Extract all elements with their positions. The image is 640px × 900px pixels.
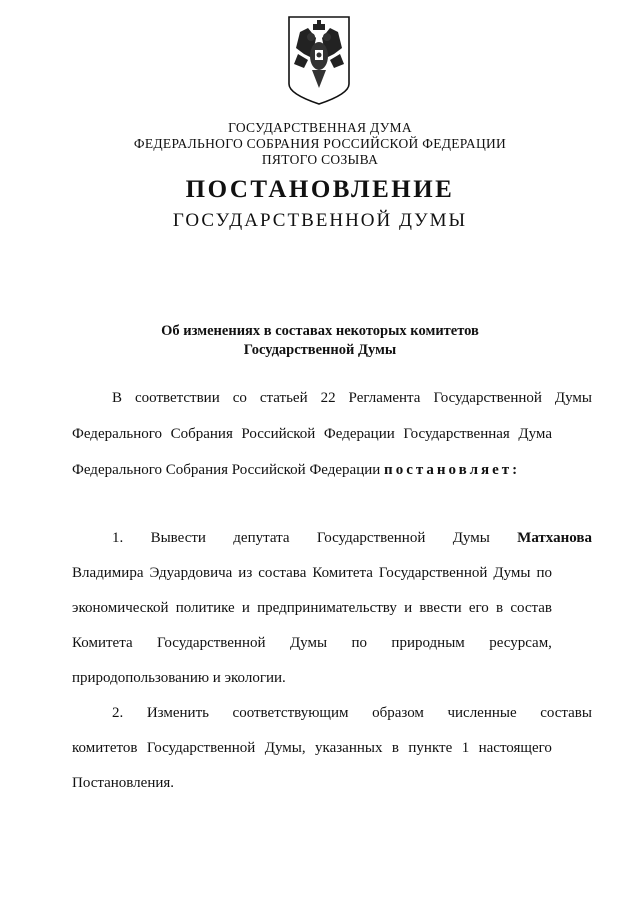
org-line-2: ФЕДЕРАЛЬНОГО СОБРАНИЯ РОССИЙСКОЙ ФЕДЕРАЦИИ (133, 136, 507, 151)
word: настоящего (478, 740, 552, 756)
org-line-1: ГОСУДАРСТВЕННАЯ ДУМА (228, 120, 412, 135)
word: его (468, 600, 489, 616)
word: Комитета (72, 635, 133, 651)
subject-line-1: Об изменениях в составах некоторых комитетов (161, 323, 479, 339)
word: 1. (112, 530, 124, 546)
word: Федерации (323, 426, 395, 442)
word: по (351, 635, 367, 651)
word: Дума (518, 426, 552, 442)
word: пункте (408, 740, 453, 756)
deputy-surname: Матханова (517, 530, 592, 546)
word: 2. (112, 705, 124, 721)
word: Федерального (72, 426, 163, 442)
word: состава (258, 565, 307, 581)
preamble-line-3 (72, 462, 552, 479)
subject-line-2: Государственной Думы (243, 342, 397, 358)
word: Владимира (72, 565, 144, 581)
word: составы (540, 705, 592, 721)
item-2-line-1 (72, 705, 592, 722)
preamble-line-2 (72, 426, 552, 443)
word: статьей (259, 390, 308, 406)
word: соответствующим (232, 705, 349, 721)
word: Вывести (150, 530, 206, 546)
word: Российской (241, 426, 316, 442)
word: ресурсам, (489, 635, 552, 651)
item-2-line-2 (72, 740, 552, 757)
word: Думы, (264, 740, 306, 756)
word: Думы (289, 635, 328, 651)
word: и (404, 600, 413, 616)
word: депутата (233, 530, 290, 546)
preamble-line-1 (72, 390, 592, 407)
word: соответствии (134, 390, 220, 406)
word: Государственная (403, 426, 510, 442)
word: Комитета (312, 565, 373, 581)
preamble-line-3-text: Федерального Собрания Российской Федерации (72, 462, 385, 478)
word: Думы (554, 390, 592, 406)
word: Изменить (146, 705, 209, 721)
word: 22 (320, 390, 336, 406)
item-1-line-1 (72, 530, 592, 547)
word: Собрания (170, 426, 233, 442)
resolution-verb: постановляет: (384, 462, 521, 478)
word: со (232, 390, 247, 406)
word: предпринимательству (257, 600, 397, 616)
word: Государственной (146, 740, 256, 756)
word: природным (391, 635, 465, 651)
word: по (536, 565, 552, 581)
word: Думы (452, 530, 490, 546)
word: ввести (419, 600, 462, 616)
word: состав (510, 600, 552, 616)
item-1-line-2 (72, 565, 552, 582)
word: Государственной (378, 565, 488, 581)
word: Думы (493, 565, 531, 581)
item-2-line-3: Постановления. (72, 775, 175, 791)
word: численные (447, 705, 517, 721)
word: Государственной (157, 635, 266, 651)
word: и (241, 600, 250, 616)
word: Эдуардовича (149, 565, 233, 581)
word: экономической (72, 600, 169, 616)
word: в (496, 600, 504, 616)
word: в (391, 740, 399, 756)
word: Государственной (433, 390, 542, 406)
state-emblem-icon (286, 14, 352, 106)
word: 1 (461, 740, 470, 756)
word: Государственной (316, 530, 426, 546)
word: указанных (315, 740, 383, 756)
item-1-line-4 (72, 635, 552, 652)
word: из (238, 565, 253, 581)
document-issuer: ГОСУДАРСТВЕННОЙ ДУМЫ (172, 210, 468, 231)
word: В (112, 390, 123, 406)
word: политике (175, 600, 235, 616)
item-1-line-3 (72, 600, 552, 617)
word: образом (372, 705, 424, 721)
item-1-line-5: природопользованию и экологии. (72, 670, 286, 686)
org-line-3: ПЯТОГО СОЗЫВА (261, 152, 379, 167)
word: комитетов (72, 740, 138, 756)
word: Регламента (348, 390, 421, 406)
document-type-title: ПОСТАНОВЛЕНИЕ (185, 176, 455, 203)
